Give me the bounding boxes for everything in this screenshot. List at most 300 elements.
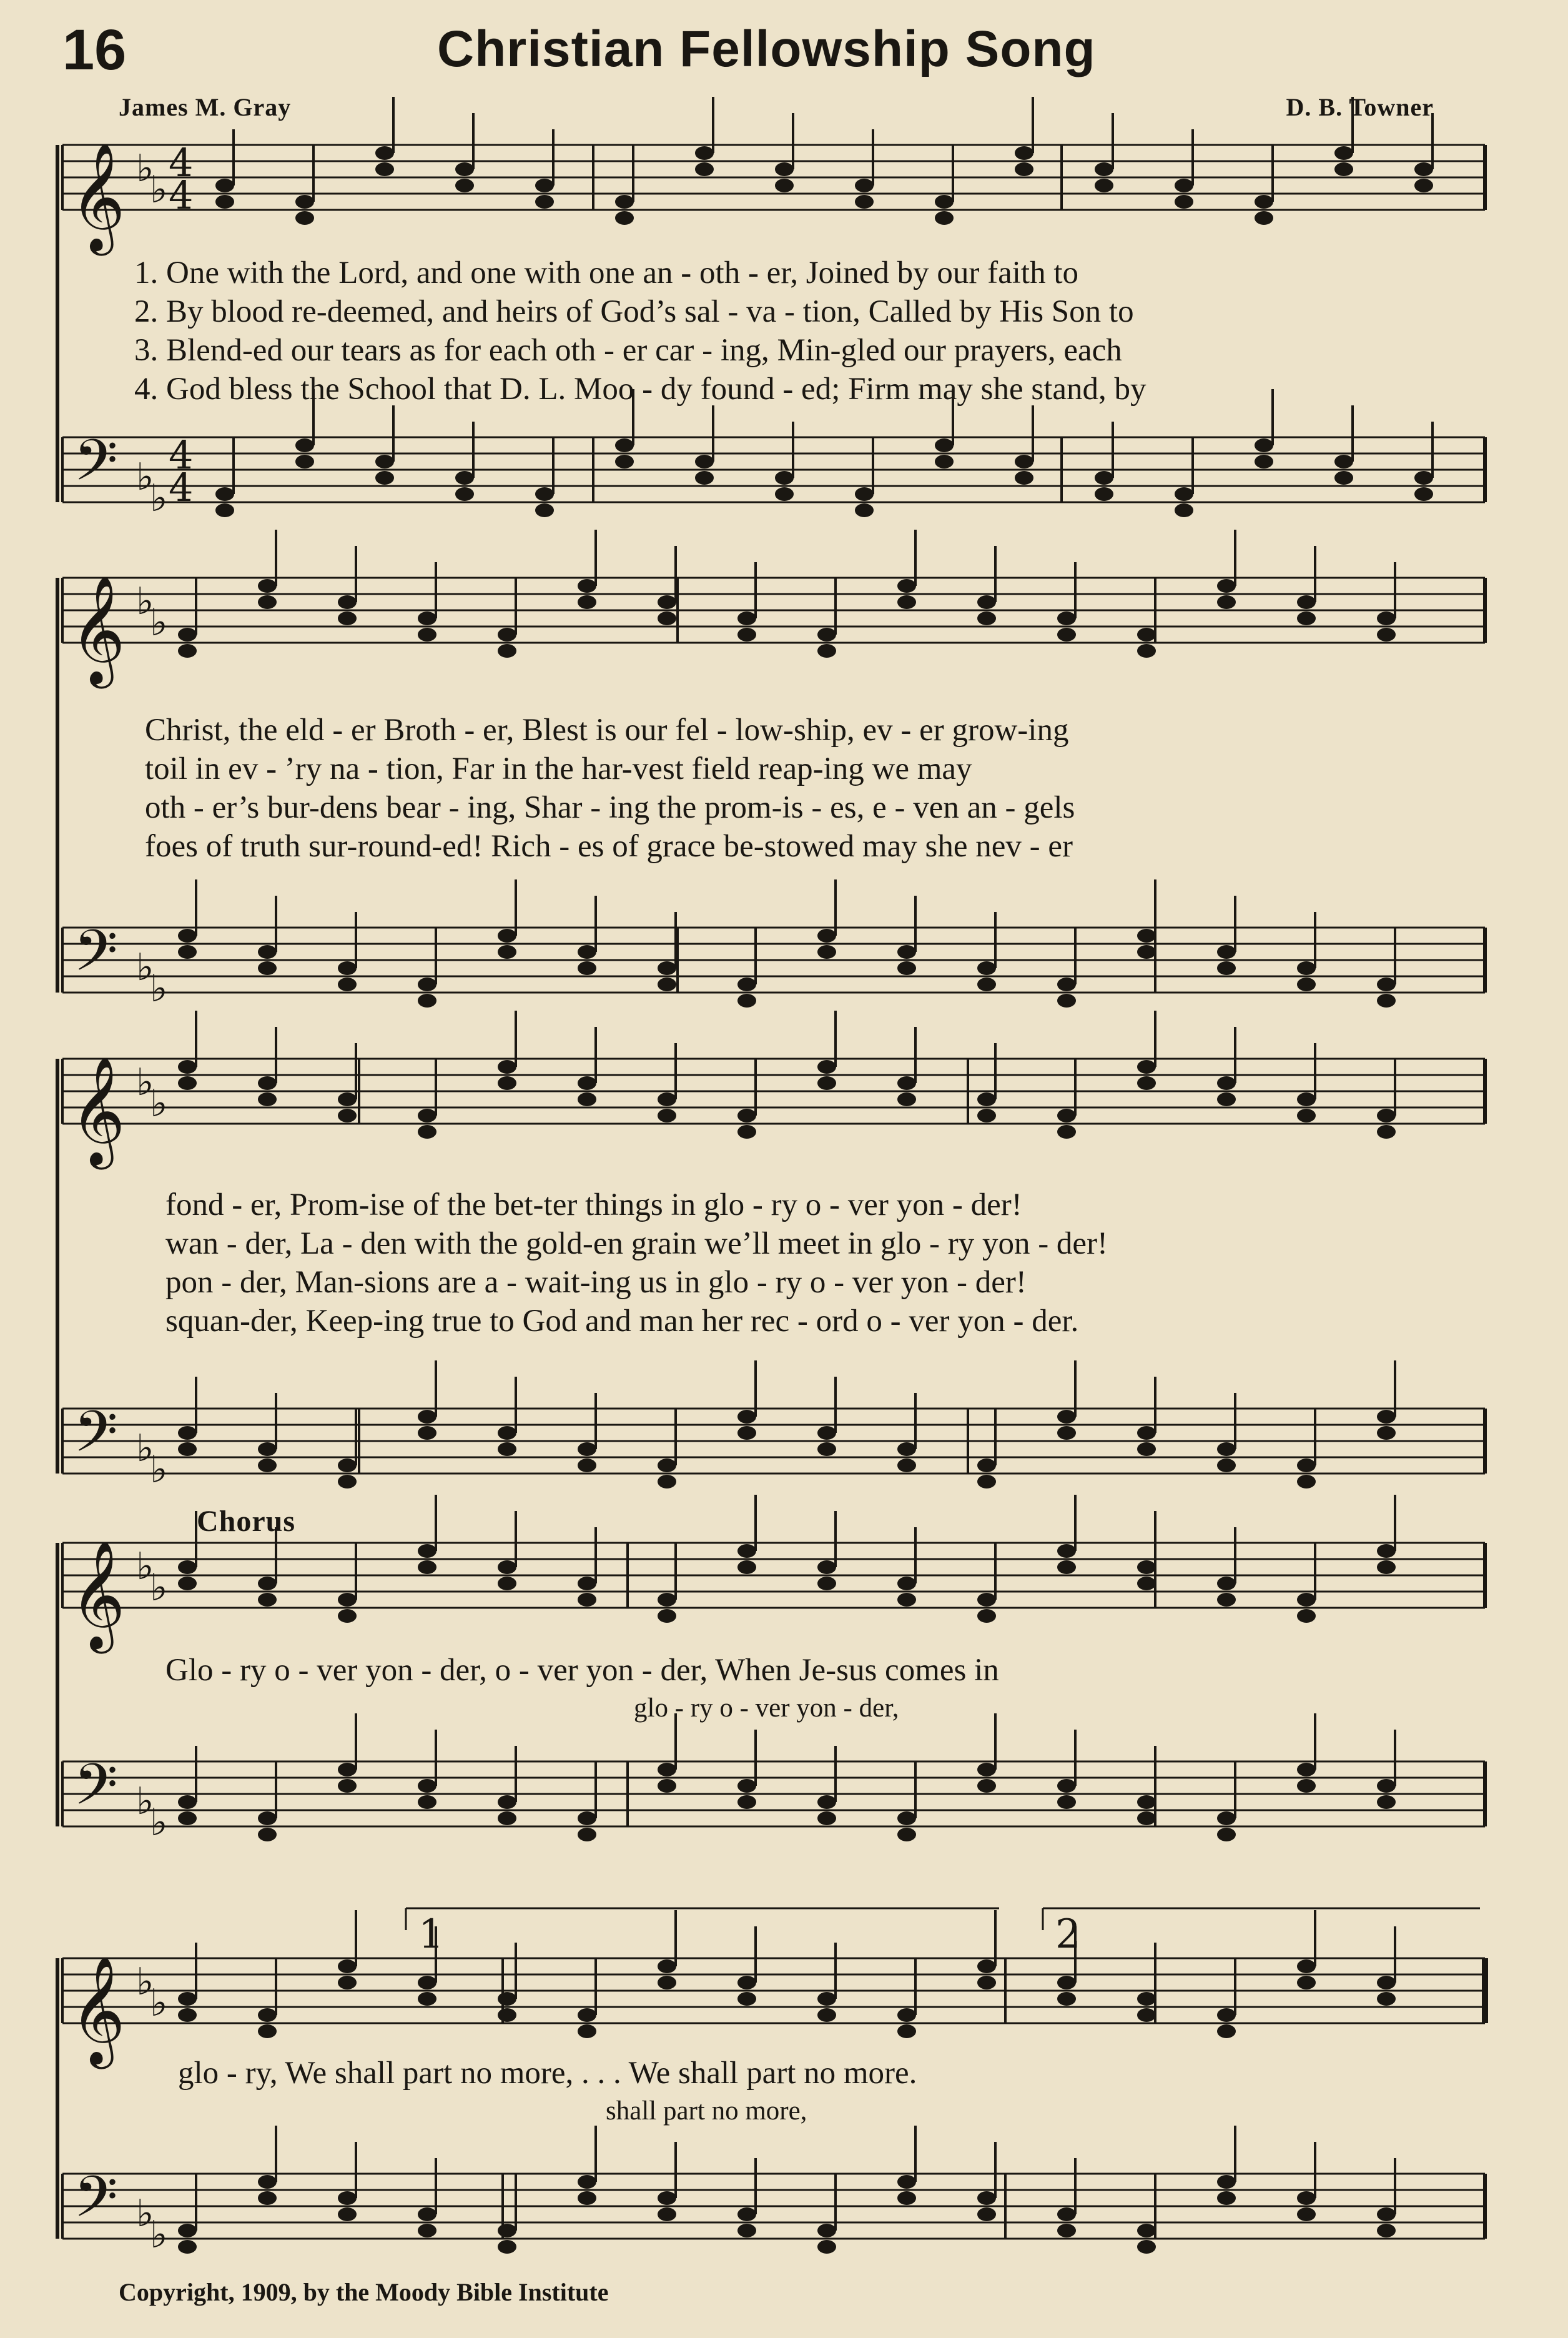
note-head [977,595,996,609]
note-head [1095,471,1113,485]
flat-icon: ♭ [136,455,154,499]
note-head [817,1560,836,1574]
note-head [1297,1459,1316,1472]
note-head [535,503,554,517]
note-head [418,1976,436,1989]
bass-clef-icon: 𝄢 [74,1399,118,1479]
note-head [1137,2240,1156,2254]
note-head [1217,579,1236,593]
ending-2-label: 2 [1055,1911,1081,1958]
note-head [258,2175,277,2189]
note-head [1297,595,1316,609]
note-head [258,945,277,959]
note-head [258,1076,277,1090]
note-head [1334,162,1353,176]
note-head [658,978,676,991]
note-head [1377,1125,1396,1139]
treble-clef-icon: 𝄞 [70,575,126,684]
note-head [418,994,436,1008]
flat-icon: ♭ [136,1780,154,1823]
note-head [1297,1609,1316,1623]
flat-icon: ♭ [150,1448,168,1492]
note-head [935,438,954,452]
note-head [775,162,794,176]
note-head [897,1092,916,1106]
note-head [178,644,197,658]
note-head [1377,2207,1396,2221]
note-head [338,595,357,609]
note-head [737,2224,756,2237]
note-head [498,945,516,959]
note-head [338,1976,357,1989]
bass-clef-icon: 𝄢 [74,2164,118,2244]
flat-icon: ♭ [150,2213,168,2257]
note-head [1377,1795,1396,1809]
hymn-title: Christian Fellowship Song [437,21,1096,77]
note-head [658,1109,676,1122]
note-head [578,961,596,975]
note-head [977,1609,996,1623]
note-head [1297,978,1316,991]
note-head [418,1410,436,1424]
note-head [1255,455,1273,468]
note-head [178,1442,197,1456]
note-head [1217,2191,1236,2205]
note-head [295,455,314,468]
flat-icon: ♭ [150,601,168,645]
note-head [977,1959,996,1973]
note-head [1377,612,1396,625]
note-head [977,978,996,991]
note-head [578,1076,596,1090]
note-head [977,1109,996,1122]
note-head [658,961,676,975]
note-head [375,471,394,485]
note-head [258,1459,277,1472]
note-head [935,211,954,225]
note-head [455,487,474,501]
note-head [338,1092,357,1106]
note-head [215,179,234,192]
note-head [658,1609,676,1623]
note-head [455,162,474,176]
note-head [817,644,836,658]
note-head [1297,1959,1316,1973]
note-head [498,628,516,641]
note-head [418,1426,436,1440]
note-head [977,1763,996,1776]
note-head [1137,1560,1156,1574]
note-head [1057,1976,1076,1989]
flat-icon: ♭ [150,967,168,1011]
note-head [977,2191,996,2205]
note-head [817,1795,836,1809]
note-head [977,1475,996,1488]
note-head [977,612,996,625]
flat-icon: ♭ [150,168,168,212]
note-head [1414,471,1433,485]
note-head [775,179,794,192]
note-head [737,1992,756,2006]
note-head [258,1442,277,1456]
note-head [535,179,554,192]
note-head [1137,1442,1156,1456]
note-head [1217,1442,1236,1456]
note-head [897,1459,916,1472]
note-head [737,1560,756,1574]
note-head [1057,1125,1076,1139]
note-head [258,2008,277,2022]
note-head [695,146,714,160]
flat-icon: ♭ [136,1061,154,1104]
note-head [977,2207,996,2221]
note-head [658,1475,676,1488]
flat-icon: ♭ [136,946,154,989]
note-head [338,978,357,991]
lyric-line: oth - er’s bur-dens bear - ing, Shar - ing the prom-is - es, e - ven an - gels [145,790,1075,825]
note-head [258,1577,277,1590]
note-head [897,945,916,959]
note-head [737,1109,756,1122]
note-head [338,1109,357,1122]
note-head [258,961,277,975]
note-head [1057,1410,1076,1424]
note-head [178,1811,197,1825]
note-head [498,1795,516,1809]
note-head [418,978,436,991]
note-head [1217,1076,1236,1090]
note-head [1255,195,1273,209]
note-head [1377,628,1396,641]
note-head [1137,2224,1156,2237]
lyric-line: Glo - ry o - ver yon - der, o - ver yon - der, When Je-sus comes in [165,1653,999,1688]
time-signature-top: 4 [169,432,194,478]
note-head [1137,1577,1156,1590]
note-head [737,978,756,991]
note-head [1015,146,1033,160]
note-head [737,1544,756,1558]
composer-credit: D. B. Towner [1286,93,1434,121]
note-head [1015,455,1033,468]
note-head [977,1593,996,1607]
note-head [737,628,756,641]
note-head [178,1577,197,1590]
note-head [897,1076,916,1090]
flat-icon: ♭ [136,1427,154,1470]
note-head [578,945,596,959]
note-head [817,1060,836,1074]
note-head [1297,1092,1316,1106]
note-head [695,471,714,485]
time-signature-bottom: 4 [169,465,194,510]
note-head [658,1976,676,1989]
note-head [498,1577,516,1590]
flat-icon: ♭ [136,580,154,623]
note-head [1137,2008,1156,2022]
lyric-line: wan - der, La - den with the gold-en grain we’ll meet in glo - ry yon - der! [165,1226,1108,1261]
note-head [897,2008,916,2022]
note-head [658,2207,676,2221]
note-head [615,195,634,209]
note-head [215,195,234,209]
note-head [1217,595,1236,609]
lyric-line: 3. Blend-ed our tears as for each oth - er car - ing, Min-gled our prayers, each [134,333,1122,368]
note-head [855,487,874,501]
note-head [897,2175,916,2189]
note-head [418,1109,436,1122]
note-head [1377,1992,1396,2006]
sub-lyric-line: shall part no more, [606,2096,807,2126]
note-head [977,1976,996,1989]
note-head [338,961,357,975]
note-head [1217,1811,1236,1825]
note-head [375,162,394,176]
note-head [1377,1976,1396,1989]
note-head [1137,1992,1156,2006]
note-head [1137,1811,1156,1825]
note-head [578,595,596,609]
note-head [855,195,874,209]
note-head [1137,1795,1156,1809]
ending-1-label: 1 [418,1911,444,1958]
treble-clef-icon: 𝄞 [70,1540,126,1649]
note-head [258,2191,277,2205]
note-head [1217,961,1236,975]
note-head [658,2191,676,2205]
note-head [1057,2224,1076,2237]
note-head [1175,179,1193,192]
note-head [977,961,996,975]
flat-icon: ♭ [136,1960,154,2004]
note-head [178,628,197,641]
note-head [817,945,836,959]
note-head [295,195,314,209]
note-head [1137,1076,1156,1090]
note-head [258,2024,277,2038]
note-head [578,1811,596,1825]
note-head [1297,2207,1316,2221]
flat-icon: ♭ [136,1545,154,1588]
note-head [1057,1795,1076,1809]
note-head [258,1092,277,1106]
note-head [1137,628,1156,641]
note-head [338,2207,357,2221]
note-head [1377,1410,1396,1424]
note-head [1095,179,1113,192]
note-head [1217,1092,1236,1106]
sub-lyric-line: glo - ry o - ver yon - der, [634,1693,899,1723]
note-head [498,644,516,658]
note-head [535,487,554,501]
lyric-line: 4. God bless the School that D. L. Moo - dy found - ed; Firm may she stand, by [134,372,1146,407]
treble-clef-icon: 𝄞 [70,1056,126,1165]
note-head [1057,2207,1076,2221]
note-head [418,2224,436,2237]
note-head [615,455,634,468]
note-head [615,438,634,452]
flat-icon: ♭ [150,1082,168,1126]
note-head [418,1992,436,2006]
note-head [897,2024,916,2038]
note-head [737,1426,756,1440]
note-head [1057,1544,1076,1558]
hymn-number: 16 [62,18,127,82]
note-head [658,1593,676,1607]
note-head [1095,487,1113,501]
note-head [295,211,314,225]
note-head [418,1560,436,1574]
note-head [695,162,714,176]
lyric-line: glo - ry, We shall part no more, . . . We shall part no more. [178,2056,917,2091]
note-head [1217,945,1236,959]
note-head [817,2224,836,2237]
note-head [1414,162,1433,176]
note-head [775,471,794,485]
time-signature-top: 4 [169,140,194,186]
note-head [418,628,436,641]
note-head [1377,978,1396,991]
note-head [1057,612,1076,625]
note-head [1137,1060,1156,1074]
note-head [855,179,874,192]
lyric-line: fond - er, Prom-ise of the bet-ter things in glo - ry o - ver yon - der! [165,1187,1022,1222]
note-head [178,1560,197,1574]
note-head [658,1959,676,1973]
note-head [498,1076,516,1090]
lyric-line: squan-der, Keep-ing true to God and man her rec - ord o - ver yon - der. [165,1304,1079,1339]
note-head [498,2008,516,2022]
note-head [578,1828,596,1841]
note-head [178,1426,197,1440]
note-head [418,1544,436,1558]
lyric-line: Christ, the eld - er Broth - er, Blest is our fel - low-ship, ev - er grow-ing [145,713,1069,748]
note-head [1334,471,1353,485]
note-head [418,2207,436,2221]
note-head [578,1459,596,1472]
note-head [215,503,234,517]
note-head [1377,1560,1396,1574]
flat-icon: ♭ [150,1981,168,2025]
note-head [1297,1976,1316,1989]
note-head [1057,1560,1076,1574]
note-head [1015,471,1033,485]
note-head [1175,487,1193,501]
note-head [295,438,314,452]
note-head [1414,487,1433,501]
note-head [737,1976,756,1989]
note-head [578,1092,596,1106]
note-head [1297,612,1316,625]
note-head [578,579,596,593]
time-signature-bottom: 4 [169,172,194,218]
note-head [375,455,394,468]
note-head [1137,929,1156,943]
note-head [498,2224,516,2237]
note-head [535,195,554,209]
note-head [817,1076,836,1090]
flat-icon: ♭ [136,2192,154,2236]
note-head [455,471,474,485]
note-head [817,628,836,641]
note-head [338,1779,357,1793]
note-head [1297,2191,1316,2205]
note-head [178,1992,197,2006]
note-head [737,1410,756,1424]
note-head [658,612,676,625]
note-head [658,595,676,609]
lyric-line: toil in ev - ’ry na - tion, Far in the har-vest field reap-ing we may [145,751,972,786]
note-head [737,994,756,1008]
note-head [578,1442,596,1456]
note-head [897,1811,916,1825]
note-head [338,1459,357,1472]
note-head [178,929,197,943]
note-head [578,1593,596,1607]
note-head [338,1763,357,1776]
note-head [897,1828,916,1841]
note-head [1057,1426,1076,1440]
note-head [498,1992,516,2006]
note-head [338,1609,357,1623]
note-head [897,1577,916,1590]
note-head [498,2240,516,2254]
note-head [1217,1828,1236,1841]
note-head [775,487,794,501]
note-head [977,1779,996,1793]
note-head [1297,1475,1316,1488]
note-head [258,1811,277,1825]
note-head [1377,1109,1396,1122]
flat-icon: ♭ [150,1566,168,1610]
note-head [1137,644,1156,658]
note-head [897,961,916,975]
note-head [737,1795,756,1809]
note-head [1137,945,1156,959]
lyric-line: 2. By blood re-deemed, and heirs of God’s sal - va - tion, Called by His Son to [134,294,1134,329]
note-head [578,2175,596,2189]
note-head [498,929,516,943]
note-head [897,1442,916,1456]
note-head [977,1459,996,1472]
note-head [338,1959,357,1973]
note-head [658,1779,676,1793]
note-head [178,945,197,959]
note-head [1377,1779,1396,1793]
note-head [178,2008,197,2022]
note-head [1095,162,1113,176]
note-head [1377,2224,1396,2237]
treble-clef-icon: 𝄞 [70,142,126,251]
note-head [1217,2008,1236,2022]
note-head [455,179,474,192]
note-head [215,487,234,501]
note-head [817,2008,836,2022]
note-head [1057,978,1076,991]
note-head [737,2207,756,2221]
note-head [178,1795,197,1809]
note-head [1334,146,1353,160]
treble-clef-icon: 𝄞 [70,1956,126,2064]
note-head [737,612,756,625]
note-head [1377,1544,1396,1558]
lyric-line: 1. One with the Lord, and one with one an - oth - er, Joined by our faith to [134,255,1079,290]
note-head [498,1060,516,1074]
note-head [1057,1779,1076,1793]
note-head [1217,2175,1236,2189]
flat-icon: ♭ [136,147,154,191]
note-head [418,1125,436,1139]
note-head [1414,179,1433,192]
